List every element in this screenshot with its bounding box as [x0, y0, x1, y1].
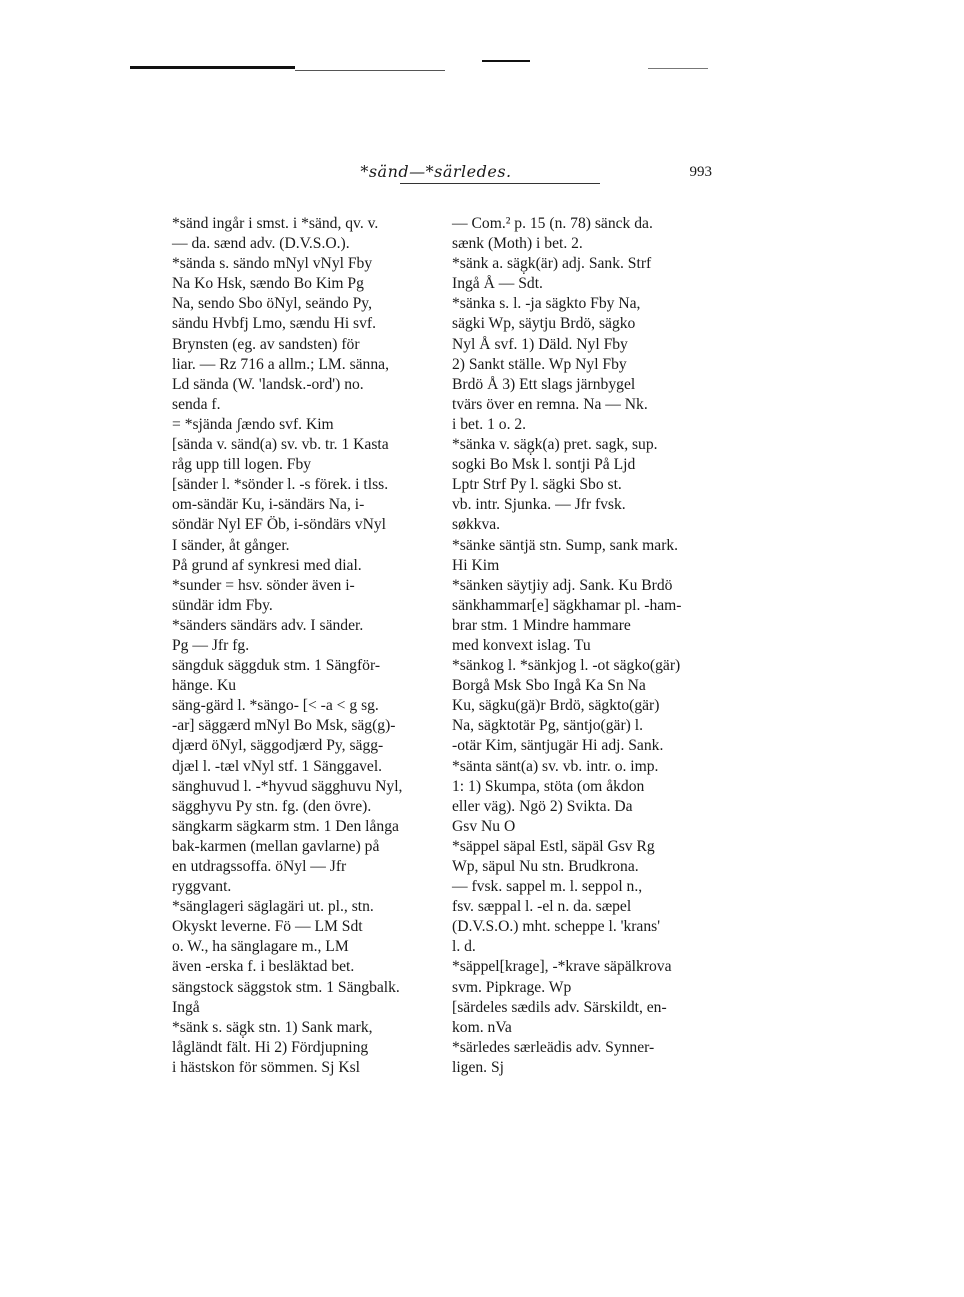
dictionary-line: Borgå Msk Sbo Ingå Ka Sn Na: [452, 677, 646, 695]
dictionary-line: Pg — Jfr fg.: [172, 636, 250, 654]
dictionary-line: Ld sända (W. 'landsk.-ord') no.: [172, 375, 364, 393]
dictionary-line: djæl l. -tæl vNyl stf. 1 Sänggavel.: [172, 757, 383, 775]
scan-mark: [130, 66, 295, 69]
dictionary-line: även -erska f. i besläktad bet.: [172, 958, 355, 976]
dictionary-line: ryggvant.: [172, 878, 232, 896]
dictionary-line: sænk (Moth) i bet. 2.: [452, 235, 583, 253]
dictionary-line: Lptr Strf Py l. sägki Sbo st.: [452, 476, 622, 494]
dictionary-line: råg upp till logen. Fby: [172, 456, 312, 474]
dictionary-line: Ingå: [172, 998, 200, 1016]
dictionary-line: På grund af synkresi med dial.: [172, 556, 362, 574]
dictionary-line: kom. nVa: [452, 1018, 512, 1036]
dictionary-line: Ku, sägku(gä)r Brdö, sägkto(gär): [452, 697, 660, 715]
dictionary-line: sängstock säggstok stm. 1 Sängbalk.: [172, 978, 400, 996]
dictionary-line: sündär idm Fby.: [172, 596, 273, 614]
dictionary-line: sägghyvu Py stn. fg. (den övre).: [172, 797, 372, 815]
dictionary-line: *sänka s. l. -ja sägkto Fby Na,: [452, 295, 641, 313]
dictionary-line: söndär Nyl EF Öb, i-söndärs vNyl: [172, 516, 386, 534]
dictionary-line: 2) Sankt ställe. Wp Nyl Fby: [452, 355, 627, 373]
dictionary-line: -otär Kim, säntjugär Hi adj. Sank.: [452, 737, 664, 755]
dictionary-line: *sänd ingår i smst. i *sänd, qv. v.: [172, 215, 379, 232]
dictionary-line: sänkhammar[e] sägkhamar pl. -ham-: [452, 596, 682, 614]
running-head: *sänd—*särledes.: [360, 162, 512, 181]
dictionary-line: fsv. sæppal l. -el n. da. sæpel: [452, 898, 632, 916]
dictionary-line: l. d.: [452, 938, 476, 956]
dictionary-line: Brdö Å 3) Ett slags järnbygel: [452, 375, 636, 393]
dictionary-line: [särdeles sædils adv. Särskildt, en-: [452, 998, 667, 1016]
dictionary-line: hänge. Ku: [172, 677, 237, 695]
dictionary-line: — fvsk. sappel m. l. seppol n.,: [452, 878, 643, 896]
dictionary-line: sängduk säggduk stm. 1 Sängför-: [172, 657, 381, 675]
dictionary-line: brar stm. 1 Mindre hammare: [452, 616, 631, 634]
dictionary-line: søkkva.: [452, 516, 501, 534]
dictionary-line: sängkarm sägkarm stm. 1 Den långa: [172, 817, 399, 835]
dictionary-line: i bet. 1 o. 2.: [452, 415, 527, 433]
dictionary-line: o. W., ha sänglagare m., LM: [172, 938, 349, 956]
scan-mark: [295, 70, 445, 71]
dictionary-line: sägki Wp, säytju Brdö, sägko: [452, 315, 636, 333]
dictionary-line: säng-gärd l. *sängo- [< -a < g sg.: [172, 697, 379, 715]
dictionary-line: Gsv Nu O: [452, 817, 516, 835]
scan-mark: [482, 60, 530, 62]
dictionary-line: = *sjända ʃændo svf. Kim: [172, 415, 334, 433]
dictionary-line: med konvext islag. Tu: [452, 636, 591, 654]
dictionary-line: I sänder, åt gånger.: [172, 536, 290, 554]
dictionary-line: 1: 1) Skumpa, stöta (om åkdon: [452, 777, 645, 795]
dictionary-line: *sunder = hsv. sönder även i-: [172, 576, 355, 594]
dictionary-line: eller väg). Ngö 2) Svikta. Da: [452, 797, 633, 815]
dictionary-line: liar. — Rz 716 a allm.; LM. sänna,: [172, 355, 389, 373]
dictionary-line: ligen. Sj: [452, 1058, 504, 1076]
dictionary-line: lågländt fält. Hi 2) Fördjupning: [172, 1038, 369, 1056]
dictionary-line: *sänta sänt(a) sv. vb. intr. o. imp.: [452, 757, 659, 775]
dictionary-line: *sänka v. säg̣k(a) pret. sagk, sup.: [452, 436, 658, 454]
dictionary-line: Okyskt leverne. Fö — LM Sdt: [172, 918, 363, 936]
dictionary-line: [sänder l. *sönder l. -s förek. i tlss.: [172, 476, 389, 494]
dictionary-line: *sänglageri säglagäri ut. pl., stn.: [172, 898, 374, 916]
left-column: [172, 214, 434, 1078]
dictionary-line: *sänkog l. *sänkjog l. -ot sägko(gär): [452, 657, 681, 675]
dictionary-line: — Com.² p. 15 (n. 78) sänck da.: [452, 215, 653, 232]
dictionary-line: sogki Bo Msk l. sontji På Ljd: [452, 456, 636, 474]
dictionary-line: *sänken säytjiy adj. Sank. Ku Brdö: [452, 576, 673, 594]
dictionary-line: *sänk s. säg̣k stn. 1) Sank mark,: [172, 1018, 373, 1036]
header-rule: [400, 183, 600, 184]
dictionary-line: Wp, säpul Nu stn. Brudkrona.: [452, 858, 639, 875]
dictionary-line: *sänders sändärs adv. I sänder.: [172, 616, 364, 634]
dictionary-line: *säppel säpal Estl, säpäl Gsv Rg: [452, 837, 655, 855]
dictionary-line: senda f.: [172, 395, 221, 413]
dictionary-line: vb. intr. Sjunka. — Jfr fvsk.: [452, 496, 626, 514]
dictionary-line: (D.V.S.O.) mht. scheppe l. 'krans': [452, 918, 661, 936]
dictionary-line: [sända v. sänd(a) sv. vb. tr. 1 Kasta: [172, 436, 389, 454]
dictionary-line: Na, sendo Sbo öNyl, seändo Py,: [172, 295, 372, 313]
dictionary-line: svm. Pipkrage. Wp: [452, 978, 572, 996]
dictionary-line: *sända s. sändo mNyl vNyl Fby: [172, 255, 373, 273]
page-header: [160, 160, 712, 184]
dictionary-line: tvärs över en remna. Na — Nk.: [452, 395, 648, 413]
dictionary-line: bak-karmen (mellan gavlarne) på: [172, 837, 380, 855]
dictionary-line: Nyl Å svf. 1) Däld. Nyl Fby: [452, 335, 628, 353]
page-number: 993: [689, 164, 712, 180]
right-column: [452, 214, 714, 1078]
dictionary-line: djærd öNyl, säggodjærd Py, sägg-: [172, 737, 384, 755]
scan-mark: [648, 68, 708, 69]
dictionary-line: *sänk a. säg̣k(är) adj. Sank. Strf: [452, 255, 652, 273]
dictionary-line: *säppel[krage], -*krave säpälkrova: [452, 958, 672, 976]
dictionary-line: Ingå Å — Sdt.: [452, 275, 543, 293]
dictionary-line: Brynsten (eg. av sandsten) för: [172, 335, 360, 353]
dictionary-line: sänghuvud l. -*hyvud sägghuvu Nyl,: [172, 777, 403, 795]
dictionary-line: *sänke säntjä stn. Sump, sank mark.: [452, 536, 679, 554]
dictionary-line: om-sändär Ku, i-sändärs Na, i-: [172, 496, 365, 514]
dictionary-line: Hi Kim: [452, 556, 500, 574]
dictionary-line: Na, sägktotär Pg, säntjo(gär) l.: [452, 717, 643, 735]
dictionary-line: -ar] säggærd mNyl Bo Msk, säg(g)-: [172, 717, 396, 735]
dictionary-line: sändu Hvbfj Lmo, sændu Hi svf.: [172, 315, 377, 333]
dictionary-line: — da. sænd adv. (D.V.S.O.).: [172, 235, 350, 253]
dictionary-line: i hästskon för sömmen. Sj Ksl: [172, 1058, 360, 1076]
dictionary-line: en utdragssoffa. öNyl — Jfr: [172, 858, 347, 875]
dictionary-line: Na Ko Hsk, sændo Bo Kim Pg: [172, 275, 364, 293]
dictionary-line: *särledes særleädis adv. Synner-: [452, 1038, 655, 1056]
